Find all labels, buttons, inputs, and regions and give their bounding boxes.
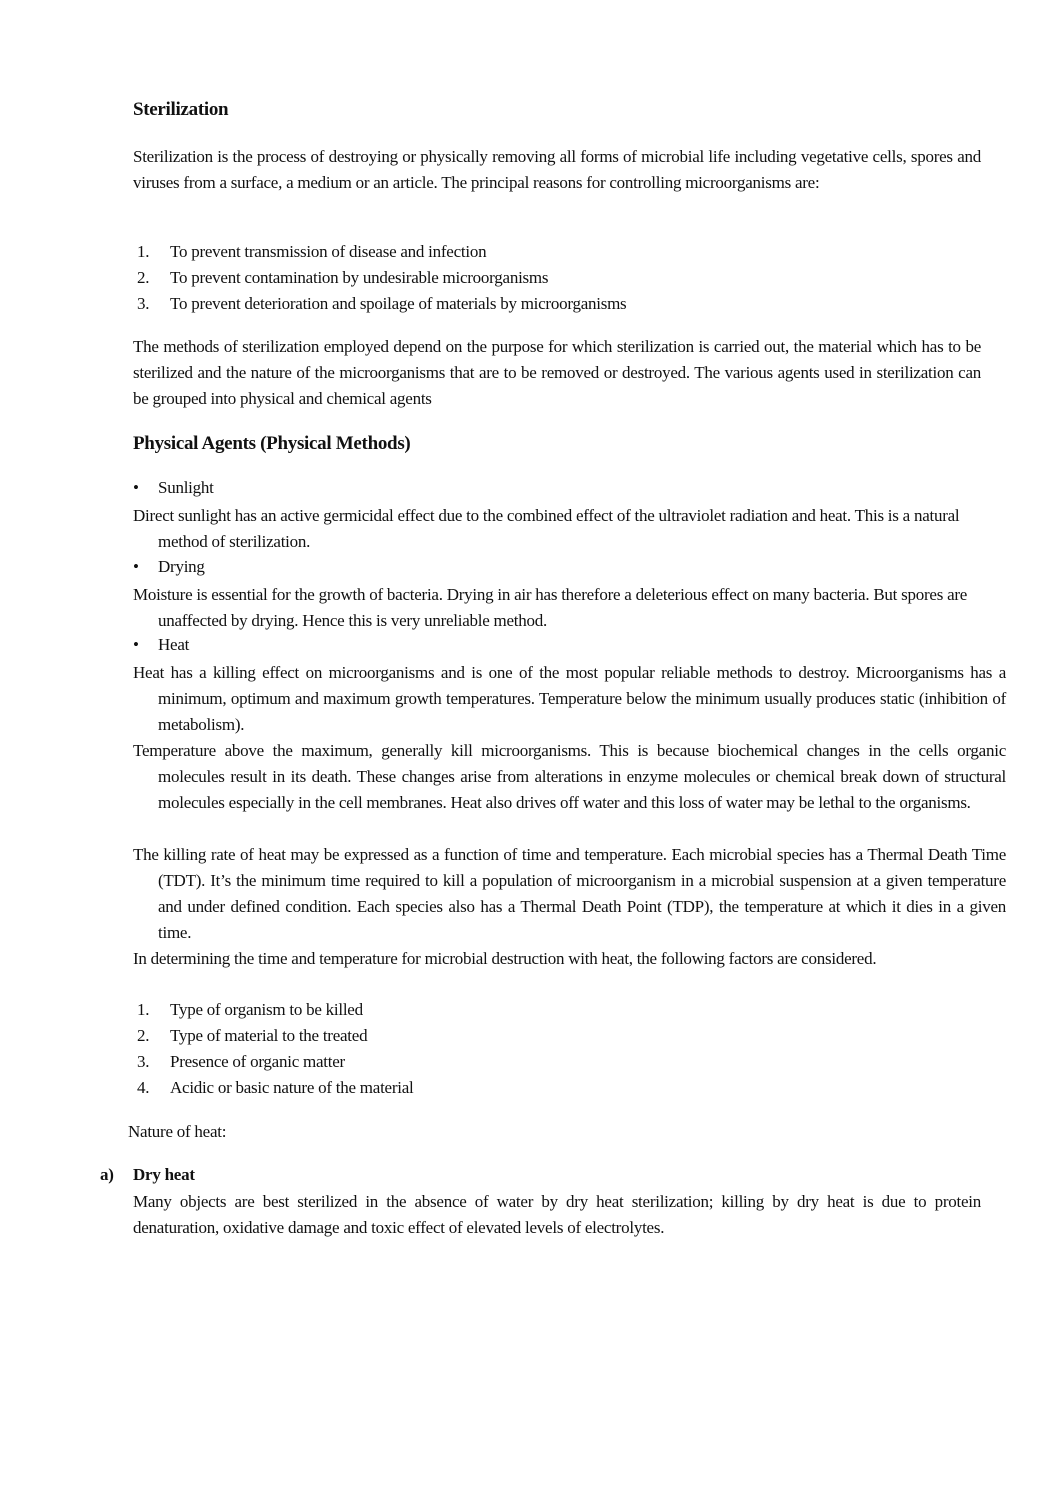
bullet-icon: • xyxy=(133,557,139,576)
list-item: 2. Type of material to the treated xyxy=(137,1026,368,1045)
list-item: 3. To prevent deterioration and spoilage of materials by microorganisms xyxy=(137,294,627,313)
heading-physical-agents: Physical Agents (Physical Methods) xyxy=(133,433,411,454)
bullet-heat: • Heat xyxy=(133,635,190,654)
heading-sterilization: Sterilization xyxy=(133,99,229,120)
list-item: 4. Acidic or basic nature of the material xyxy=(137,1078,414,1097)
heat-paragraph-2: Temperature above the maximum, generally kill microorganisms. This is because biochemical changes in the cells organic molecules result in its death. These changes arise from alterations in enzyme molecules or chemical break down of structural molecules especially in the cell membranes. Heat also drives off water and this loss of water may be lethal to the organisms. xyxy=(133,741,1006,812)
heat-paragraph-3: The killing rate of heat may be expressed as a function of time and temperature. Each microbial species has a Thermal Death Time (TDT). It’s the minimum time required to kill a population of microorganism in a microbial suspension at a given temperature and under defined condition. Each species also has a Thermal Death Point (TDP), the temperature at which it dies in a given time. xyxy=(133,845,1006,942)
list-item: 2. To prevent contamination by undesirable microorganisms xyxy=(137,268,549,287)
drying-paragraph: Moisture is essential for the growth of bacteria. Drying in air has therefore a deleterious effect on many bacteria. But spores are unaffected by drying. Hence this is very unreliable method. xyxy=(133,585,968,630)
bullet-icon: • xyxy=(133,478,139,497)
list-item: 1. To prevent transmission of disease and infection xyxy=(137,242,487,261)
sunlight-paragraph: Direct sunlight has an active germicidal effect due to the combined effect of the ultraviolet radiation and heat. This is a natural method of sterilization. xyxy=(133,506,960,551)
bullet-icon: • xyxy=(133,635,139,654)
bullet-sunlight: • Sunlight xyxy=(133,478,214,497)
methods-paragraph: The methods of sterilization employed depend on the purpose for which sterilization is carried out, the material which has to be sterilized and the nature of the microorganisms that are to be removed or destroyed. The various agents used in sterilization can be grouped into physical and chemical agents xyxy=(133,337,981,408)
dry-heat-heading: a) Dry heat xyxy=(100,1165,195,1184)
factors-list xyxy=(133,997,414,1101)
heat-paragraph-1: Heat has a killing effect on microorganisms and is one of the most popular reliable methods to destroy. Microorganisms has a minimum, optimum and maximum growth temperatures. Temperature below the minimum usually produces static (inhibition of metabolism). xyxy=(133,663,1006,734)
bullet-drying: • Drying xyxy=(133,557,205,576)
dry-heat-paragraph: Many objects are best sterilized in the absence of water by dry heat sterilization; killing by dry heat is due to protein denaturation, oxidative damage and toxic effect of elevated levels of electrolytes. xyxy=(133,1192,981,1237)
reasons-list xyxy=(133,239,626,317)
nature-of-heat-label: Nature of heat: xyxy=(128,1122,227,1141)
heat-paragraph-4: In determining the time and temperature for microbial destruction with heat, the following factors are considered. xyxy=(133,949,877,968)
list-item: 1. Type of organism to be killed xyxy=(137,1000,363,1019)
list-item: 3. Presence of organic matter xyxy=(137,1052,345,1071)
intro-paragraph: Sterilization is the process of destroying or physically removing all forms of microbial life including vegetative cells, spores and viruses from a surface, a medium or an article. The principal reasons for controlling microorganisms are: xyxy=(133,147,981,192)
